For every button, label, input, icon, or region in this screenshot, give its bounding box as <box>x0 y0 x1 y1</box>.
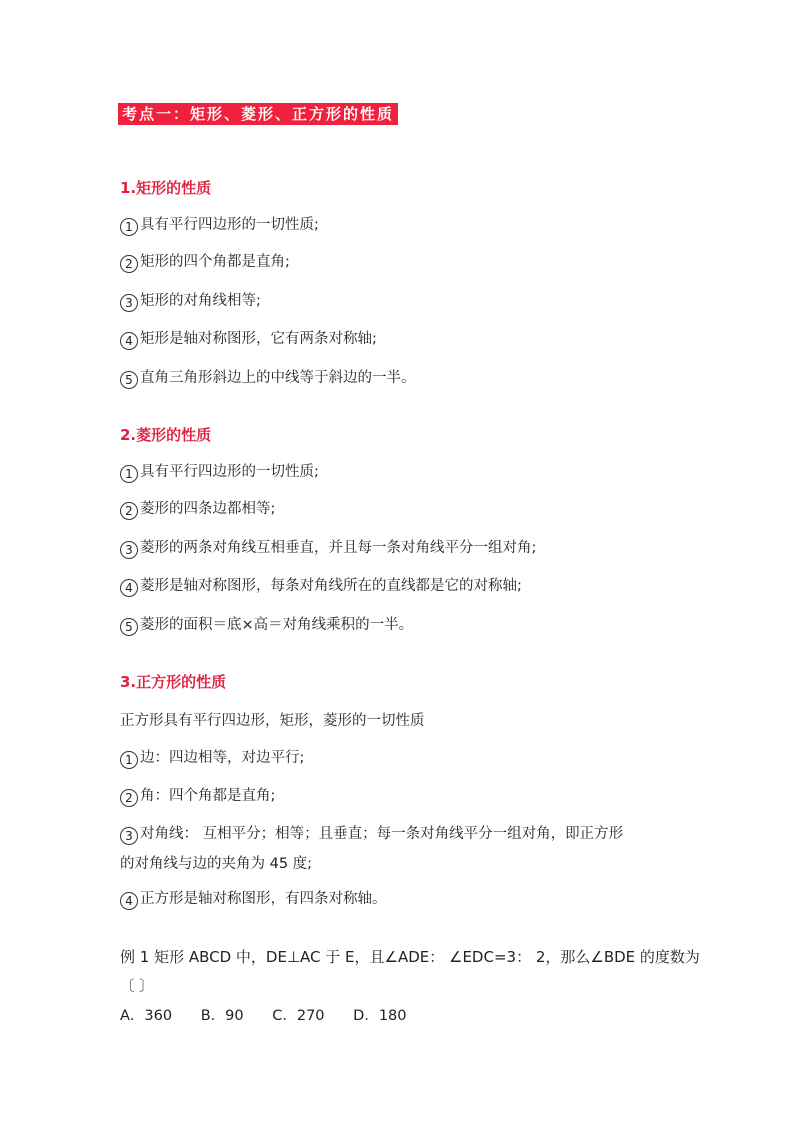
list-item-text: 正方形是轴对称图形，有四条对称轴。 <box>140 891 387 907</box>
list-item <box>120 574 522 597</box>
list-item-text: 矩形的四个角都是直角; <box>140 254 290 270</box>
list-item-text: 角：四个角都是直角; <box>140 788 276 804</box>
list-item <box>120 213 319 236</box>
list-item-text: 菱形的两条对角线互相垂直，并且每一条对角线平分一组对角; <box>140 540 537 556</box>
list-item <box>120 289 261 312</box>
circled-number: 2 <box>120 502 138 520</box>
circled-number: 4 <box>120 579 138 597</box>
list-item-text: 边：四边相等，对边平行; <box>140 750 305 766</box>
topic-banner: 考点一：矩形、菱形、正方形的性质 <box>118 103 398 125</box>
list-item <box>120 613 413 636</box>
option-c: C．270 <box>272 1008 325 1024</box>
section-intro: 正方形具有平行四边形，矩形，菱形的一切性质 <box>120 713 425 729</box>
list-item <box>120 784 275 807</box>
circled-number: 2 <box>120 789 138 807</box>
list-item-text: 矩形是轴对称图形，它有两条对称轴; <box>140 331 377 347</box>
list-item <box>120 327 377 350</box>
circled-number: 5 <box>120 371 138 389</box>
circled-number: 2 <box>120 255 138 273</box>
list-item <box>120 536 536 559</box>
section-heading-square: 3.正方形的性质 <box>120 673 227 691</box>
section-heading-rhombus: 2.菱形的性质 <box>120 426 212 444</box>
list-item-text: 菱形的四条边都相等; <box>140 501 276 517</box>
option-a: A．360 <box>120 1008 173 1024</box>
circled-number: 1 <box>120 465 138 483</box>
option-b: B．90 <box>200 1008 244 1024</box>
circled-number: 1 <box>120 751 138 769</box>
list-item-text: 具有平行四边形的一切性质; <box>140 217 319 233</box>
list-item-text: 菱形的面积＝底×高＝对角线乘积的一半。 <box>140 617 414 633</box>
list-item-continuation: 的对角线与边的夹角为 45 度; <box>120 856 313 872</box>
circled-number: 3 <box>120 294 138 312</box>
list-item <box>120 746 304 769</box>
section-heading-rectangle: 1.矩形的性质 <box>120 179 212 197</box>
circled-number: 3 <box>120 827 138 845</box>
list-item <box>120 887 387 910</box>
list-item <box>120 250 290 273</box>
example-question: 例 1 矩形 ABCD 中，DE⊥AC 于 E，且∠ADE： ∠EDC=3： 2，那么∠BDE 的度数为 <box>120 948 700 966</box>
option-d: D．180 <box>353 1008 407 1024</box>
circled-number: 5 <box>120 618 138 636</box>
list-item <box>120 497 275 520</box>
example-options <box>120 1004 431 1025</box>
example-answer-bracket: 〔 〕 <box>120 979 154 995</box>
list-item-text: 直角三角形斜边上的中线等于斜边的一半。 <box>140 370 416 386</box>
circled-number: 4 <box>120 332 138 350</box>
list-item <box>120 822 623 845</box>
circled-number: 1 <box>120 218 138 236</box>
circled-number: 3 <box>120 541 138 559</box>
list-item <box>120 460 319 483</box>
list-item-text: 对角线： 互相平分；相等；且垂直；每一条对角线平分一组对角，即正方形 <box>140 826 624 842</box>
list-item <box>120 366 416 389</box>
circled-number: 4 <box>120 892 138 910</box>
list-item-text: 矩形的对角线相等; <box>140 293 261 309</box>
list-item-text: 菱形是轴对称图形，每条对角线所在的直线都是它的对称轴; <box>140 578 522 594</box>
list-item-text: 具有平行四边形的一切性质; <box>140 464 319 480</box>
